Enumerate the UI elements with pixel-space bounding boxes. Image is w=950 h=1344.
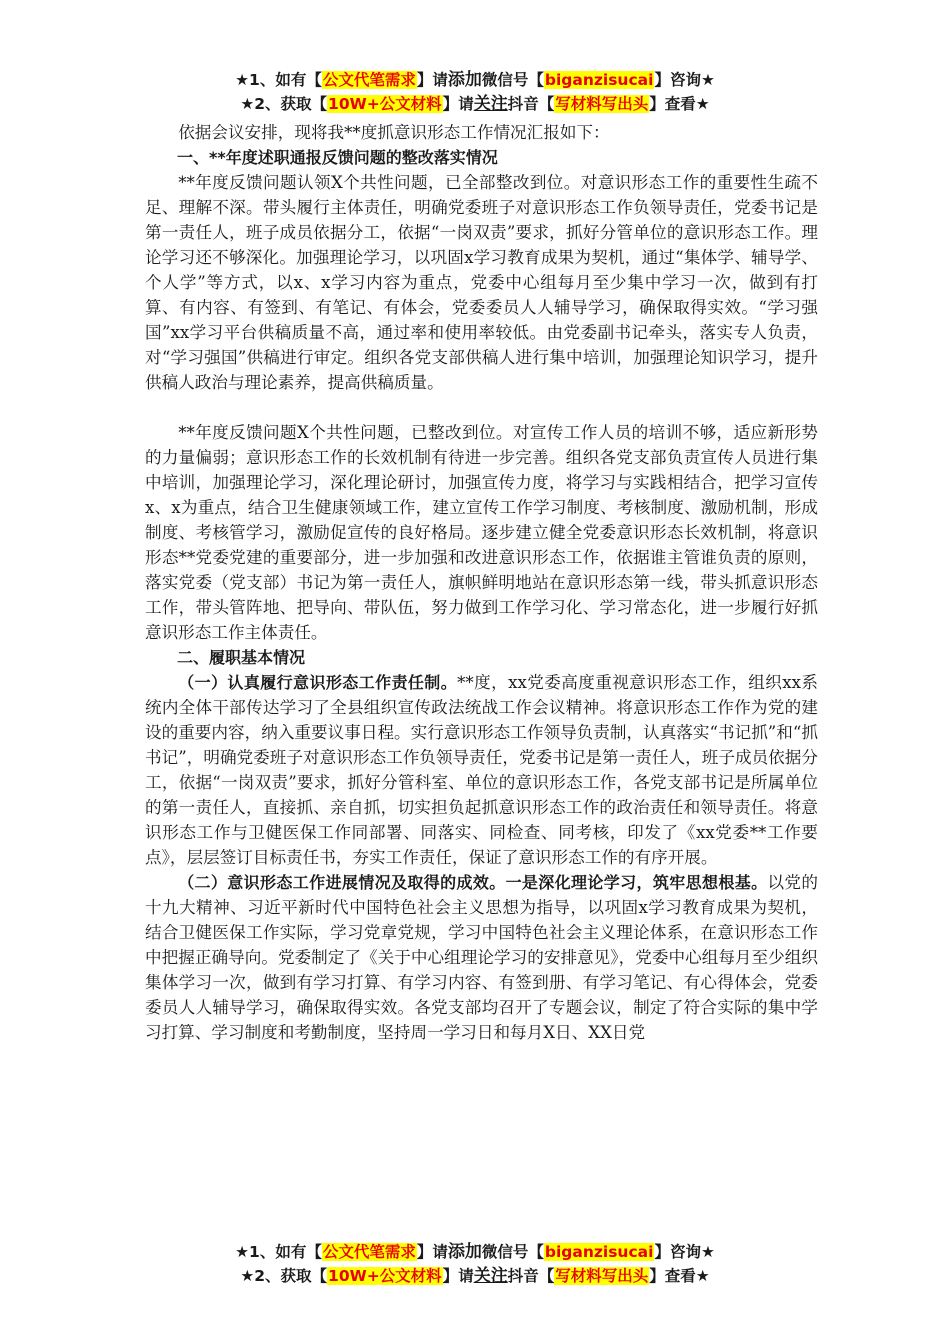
promo-text: ★1、如有【 <box>235 71 322 89</box>
paragraph-4-lead: （二）意识形态工作进展情况及取得的成效。一是深化理论学习，筑牢思想根基。 <box>178 873 768 892</box>
paragraph-3-lead: （一）认真履行意识形态工作责任制。 <box>178 673 458 692</box>
promo-highlight: 写材料写出头 <box>555 1267 649 1285</box>
promo-text: 微信号【 <box>481 71 544 89</box>
promo-emphasis: 添加 <box>447 1242 482 1262</box>
promo-text: 】查看★ <box>649 95 710 113</box>
paragraph-4-text: 以党的十九大精神、习近平新时代中国特色社会主义思想为指导，以巩固x学习教育成果为契机，结合卫健医保工作实际，学习党章党规，学习中国特色社会主义理论体系，在意识形态工作中把握正确导向。党委制定了《关于中心组理论学习的安排意见》，党委中心组每月至少组织集体学习一次，做到有学习打算、有学习内容、有签到册、有学习笔记、有心得体会，党委委员人人辅导学习，确保取得实效。各党支部均召开了专题会议，制定了符合实际的集中学习打算、学习制度和考勤制度，坚持周一学习日和每月X日、XX日党 <box>145 873 818 1042</box>
promo-text: 】请 <box>442 1267 474 1285</box>
promo-text: 】咨询★ <box>654 71 715 89</box>
promo-text: ★1、如有【 <box>235 1243 322 1261</box>
promo-highlight: 写材料写出头 <box>555 95 649 113</box>
promo-line-1 <box>0 1241 950 1265</box>
promo-line-1 <box>0 69 950 93</box>
promo-highlight: biganzisucai <box>544 1243 654 1261</box>
promo-highlight: biganzisucai <box>544 71 654 89</box>
section-heading-2: 二、履职基本情况 <box>177 648 306 667</box>
paragraph-3 <box>145 670 818 870</box>
promo-highlight: 10W+公文材料 <box>328 1267 442 1285</box>
document-body <box>145 120 818 1045</box>
promo-text: 】请 <box>442 95 474 113</box>
promo-text: 】请 <box>416 71 448 89</box>
promo-emphasis: 关注 <box>473 94 508 114</box>
paragraph-3-text: **度，xx党委高度重视意识形态工作，组织xx系统内全体干部传达学习了全县组织宣传政法统战工作会议精神。将意识形态工作作为党的建设的重要内容，纳入重要议事日程。实行意识形态工作领导负责制，认真落实“书记抓”和“抓书记”，明确党委班子对意识形态工作负领导责任，党委书记是第一责任人，班子成员依据分工，依据“一岗双责”要求，抓好分管科室、单位的意识形态工作，各党支部书记是所属单位的第一责任人，直接抓、亲自抓，切实担负起抓意识形态工作的政治责任和领导责任。将意识形态工作与卫健医保工作同部署、同落实、同检查、同考核，印发了《xx党委**工作要点》，层层签订目标责任书，夯实工作责任，保证了意识形态工作的有序开展。 <box>145 673 818 867</box>
paragraph-spacer <box>145 395 818 420</box>
paragraph-4 <box>145 870 818 1045</box>
promo-text: 抖音【 <box>507 1267 555 1285</box>
paragraph-1: **年度反馈问题认领X个共性问题，已全部整改到位。对意识形态工作的重要性生疏不足、理解不深。带头履行主体责任，明确党委班子对意识形态工作负领导责任，党委书记是第一责任人，班子成员依据分工，依据“一岗双责”要求，抓好分管单位的意识形态工作。理论学习还不够深化。加强理论学习，以巩固x学习教育成果为契机，通过“集体学、辅导学、个人学”等方式，以x、x学习内容为重点，党委中心组每月至少集中学习一次，做到有打算、有内容、有签到、有笔记、有体会，党委委员人人辅导学习，确保取得实效。“学习强国”xx学习平台供稿质量不高，通过率和使用率较低。由党委副书记牵头，落实专人负责，对“学习强国”供稿进行审定。组织各党支部供稿人进行集中培训，加强理论知识学习，提升供稿人政治与理论素养，提高供稿质量。 <box>145 173 818 392</box>
promo-text: 】咨询★ <box>654 1243 715 1261</box>
intro-paragraph: 依据会议安排，现将我**度抓意识形态工作情况汇报如下： <box>178 123 610 142</box>
promo-banner-bottom <box>0 1241 950 1289</box>
promo-text: 】查看★ <box>649 1267 710 1285</box>
promo-text: ★2、获取【 <box>240 95 328 113</box>
section-heading-1: 一、**年度述职通报反馈问题的整改落实情况 <box>177 148 498 167</box>
promo-text: 微信号【 <box>481 1243 544 1261</box>
promo-highlight: 10W+公文材料 <box>328 95 442 113</box>
promo-text: ★2、获取【 <box>240 1267 328 1285</box>
promo-line-2 <box>0 93 950 117</box>
promo-highlight: 公文代笔需求 <box>322 1243 416 1261</box>
paragraph-2: **年度反馈问题X个共性问题，已整改到位。对宣传工作人员的培训不够，适应新形势的力量偏弱；意识形态工作的长效机制有待进一步完善。组织各党支部负责宣传人员进行集中培训，加强理论学习，深化理论研讨，加强宣传力度，将学习与实践相结合，把学习宣传x、x为重点，结合卫生健康领域工作，建立宣传工作学习制度、考核制度、激励机制，形成制度、考核管学习，激励促宣传的良好格局。逐步建立健全党委意识形态长效机制，将意识形态**党委党建的重要部分，进一步加强和改进意识形态工作，依据谁主管谁负责的原则，落实党委（党支部）书记为第一责任人，旗帜鲜明地站在意识形态第一线，带头抓意识形态工作，带头管阵地、把导向、带队伍，努力做到工作学习化、学习常态化，进一步履行好抓意识形态工作主体责任。 <box>145 423 818 642</box>
promo-emphasis: 关注 <box>473 1266 508 1286</box>
promo-text: 抖音【 <box>507 95 555 113</box>
promo-highlight: 公文代笔需求 <box>322 71 416 89</box>
promo-line-2 <box>0 1265 950 1289</box>
promo-emphasis: 添加 <box>447 70 482 90</box>
promo-text: 】请 <box>416 1243 448 1261</box>
promo-banner-top <box>0 69 950 117</box>
